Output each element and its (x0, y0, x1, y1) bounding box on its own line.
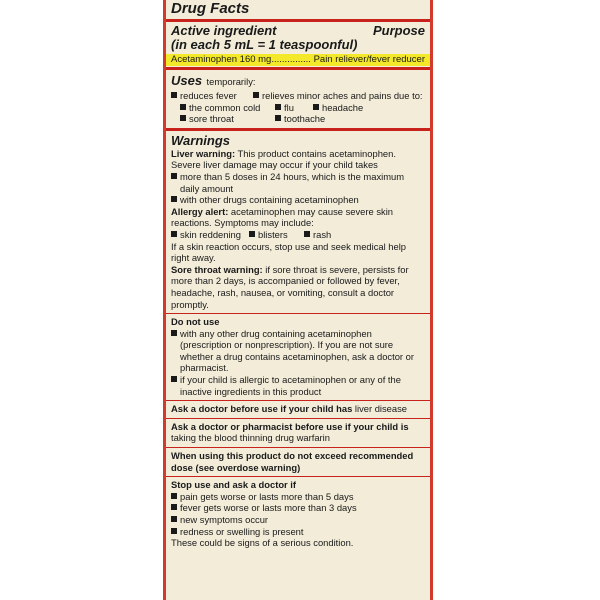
stop-use-after: These could be signs of a serious condition. (171, 537, 354, 549)
sore-throat-text: if sore throat is severe, persists for more than 2 days, is accompanied or followed by fever, headache, rash, nausea, or vomiting, consult a doctor promptly. (171, 263, 409, 310)
divider (163, 447, 433, 448)
bullet-icon (171, 173, 177, 179)
stop-use-bullet: fever gets worse or lasts more than 3 days (180, 502, 357, 514)
ingredient-name: Acetaminophen 160 mg............... (171, 54, 311, 65)
divider (163, 476, 433, 477)
bullet-icon (171, 231, 177, 237)
uses-subitem: headache (322, 101, 364, 113)
uses-row-1 (171, 90, 425, 102)
uses-subitem: sore throat (189, 113, 234, 125)
bullet-icon (253, 92, 259, 98)
stop-use-bullet: pain gets worse or lasts more than 5 days (180, 490, 354, 502)
stop-use-header: Stop use and ask a doctor if (171, 479, 297, 491)
uses-subitem: toothache (284, 113, 326, 125)
divider (163, 313, 433, 314)
drug-facts-panel (163, 0, 433, 600)
bullet-icon (275, 115, 281, 121)
liver-warning-label: Liver warning: (171, 147, 236, 159)
stop-use-bullet: redness or swelling is present (180, 525, 304, 537)
ingredient-purpose: Pain reliever/fever reducer (313, 54, 425, 65)
liver-warning-text: This product contains acetaminophen. Severe liver damage may occur if your child takes (171, 147, 396, 171)
bullet-icon (171, 196, 177, 202)
bullet-icon (171, 92, 177, 98)
purpose-label: Purpose (372, 23, 425, 38)
ask-pharmacist-label: Ask a doctor or pharmacist before use if your child is (171, 420, 409, 432)
bullet-icon (171, 330, 177, 336)
divider (163, 400, 433, 401)
bullet-icon (171, 516, 177, 522)
panel-border-left (163, 0, 166, 600)
divider (163, 19, 433, 22)
bullet-icon (171, 493, 177, 499)
ingredient-row (163, 54, 433, 66)
liver-bullet: with other drugs containing acetaminophen (180, 194, 359, 206)
do-not-use-bullet: with any other drug containing acetaminophen (prescription or nonprescription). If you are not sure whether a drug contains acetaminophen, ask a doctor or pharmacist. (180, 327, 414, 374)
uses-item: relieves minor aches and pains due to: (262, 90, 423, 101)
stop-use-section (171, 479, 425, 549)
bullet-icon (171, 376, 177, 382)
ask-doctor-section (171, 403, 425, 415)
warnings-header: Warnings (171, 132, 230, 148)
active-ingredient-sublabel: (in each 5 mL = 1 teaspoonful) (171, 37, 358, 52)
allergy-symptom: rash (313, 228, 332, 240)
do-not-use-bullet: if your child is allergic to acetaminophen or any of the inactive ingredients in this product (180, 374, 401, 397)
allergy-after: If a skin reaction occurs, stop use and seek medical help right away. (171, 240, 407, 264)
active-ingredient-header (171, 24, 425, 52)
warnings-section (171, 133, 425, 310)
divider (163, 418, 433, 419)
allergy-alert-label: Allergy alert: (171, 205, 229, 217)
stop-use-bullet: new symptoms occur (180, 514, 269, 525)
allergy-symptom: skin reddening (180, 228, 241, 240)
allergy-symptom: blisters (258, 228, 288, 240)
divider (163, 128, 433, 131)
allergy-symptoms (171, 229, 425, 241)
do-not-use-header: Do not use (171, 316, 220, 328)
ask-doctor-text: liver disease (354, 403, 408, 415)
bullet-icon (180, 104, 186, 110)
uses-subitem: flu (284, 101, 294, 113)
uses-row-3 (171, 113, 425, 125)
bullet-icon (313, 104, 319, 110)
liver-bullet: more than 5 doses in 24 hours, which is the maximum daily amount (180, 170, 405, 194)
active-ingredient-label: Active ingredient (171, 23, 277, 38)
uses-item: reduces fever (180, 90, 237, 101)
bullet-icon (180, 115, 186, 121)
when-using-label: When using this product do not exceed recommended dose (see overdose warning) (171, 450, 414, 473)
do-not-use-section (171, 316, 425, 397)
allergy-alert-text: acetaminophen may cause severe skin reactions. Symptoms may include: (171, 205, 393, 229)
uses-intro: temporarily: (206, 76, 256, 87)
drug-facts-title: Drug Facts (171, 0, 250, 17)
ask-pharmacist-text: taking the blood thinning drug warfarin (171, 432, 330, 444)
bullet-icon (171, 528, 177, 534)
uses-subitem: the common cold (189, 101, 261, 113)
bullet-icon (275, 104, 281, 110)
uses-header: Uses (171, 73, 203, 88)
ask-doctor-label: Ask a doctor before use if your child has (171, 403, 353, 415)
ask-pharmacist-section (171, 421, 425, 444)
sore-throat-label: Sore throat warning: (171, 263, 263, 275)
panel-border-right (430, 0, 433, 600)
uses-row-2 (171, 102, 425, 114)
bullet-icon (304, 231, 310, 237)
bullet-icon (249, 231, 255, 237)
divider (163, 67, 433, 70)
bullet-icon (171, 504, 177, 510)
uses-section (171, 72, 425, 125)
